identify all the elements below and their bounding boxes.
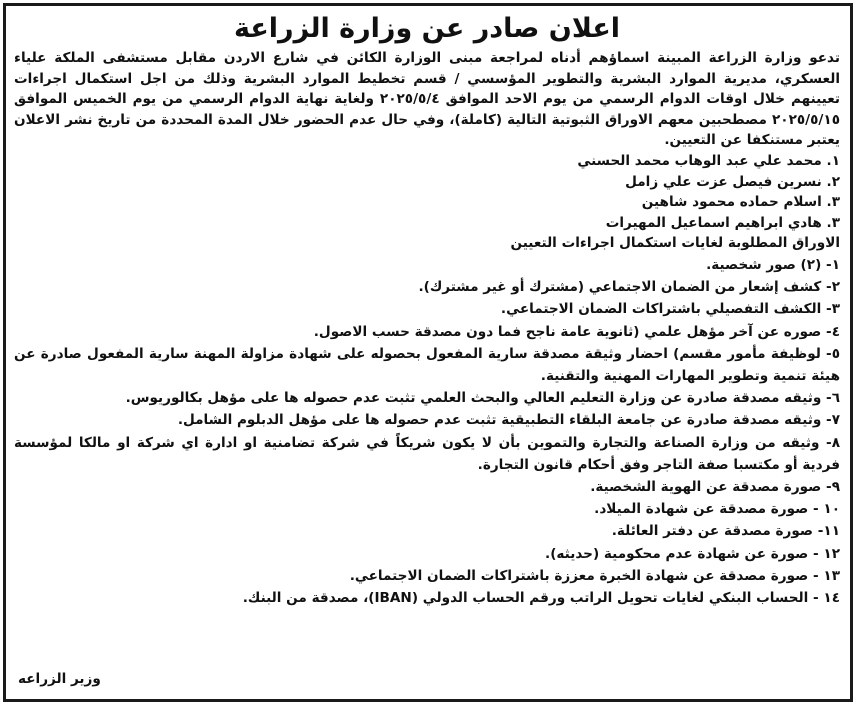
document-item: ٣- الكشف التفصيلي باشتراكات الضمان الاجتماعي. — [500, 301, 840, 318]
candidate-item: ٣. اسلام حماده محمود شاهين — [641, 194, 840, 211]
document-item: ١٠ - صورة مصدقة عن شهادة الميلاد. — [594, 501, 840, 518]
candidate-item: ٣. هادي ابراهيم اسماعيل المهيرات — [605, 214, 840, 231]
signature: وزير الزراعه — [18, 671, 101, 687]
document-item: ١- (٢) صور شخصية. — [706, 256, 840, 273]
announcement-title: اعلان صادر عن وزارة الزراعة — [233, 13, 621, 44]
document-item: ١١- صورة مصدقة عن دفتر العائلة. — [611, 523, 840, 540]
document-item: ٥- لوظيفة مأمور مقسم) احضار وثيقة مصدقة سارية المفعول بحصوله على شهادة مزاولة المهنة سارية المفعول صادرة عن هيئة تنمية وتطوير المهارات المهنية والتقنية. — [14, 345, 840, 384]
document-item: ٢- كشف إشعار من الضمان الاجتماعي (مشترك أو غير مشترك). — [418, 279, 840, 296]
candidate-item: ٢. نسرين فيصل عزت علي زامل — [625, 173, 840, 190]
announcement-body — [14, 10, 840, 695]
document-item: ١٣ - صورة مصدقة عن شهادة الخبرة معززة باشتراكات الضمان الاجتماعي. — [349, 567, 840, 584]
announcement-frame — [3, 3, 853, 702]
document-item: ١٤ - الحساب البنكي لغايات تحويل الراتب ورقم الحساب الدولي (IBAN)، مصدقة من البنك. — [242, 589, 840, 606]
documents-list — [14, 254, 840, 609]
document-item: ٧- وثيقه مصدقة صادرة عن جامعة البلقاء التطبيقية تثبت عدم حصوله ها على مؤهل الدبلوم الشامل. — [177, 412, 840, 429]
document-item: ٩- صورة مصدقة عن الهوية الشخصية. — [590, 478, 840, 495]
announcement-intro: تدعو وزارة الزراعة المبينة اسماؤهم أدناه لمراجعة مبنى الوزارة الكائن في شارع الاردن مقابل مستشفى الملكة علياء العسكري، مديرية الموارد البشرية والتطوير المؤسسي / قسم تخطيط الموارد البشرية وذلك من اجل استكمال اجراءات تعيينهم خلال اوقات الدوام الرسمي من يوم الاحد الموافق ٢٠٢٥/٥/٤ ولغاية نهاية الدوام الرسمي من يوم الخميس الموافق ٢٠٢٥/٥/١٥ مصطحبين معهم الاوراق الثبوتية التالية (كاملة)، وفي حال عدم الحضور خلال المدة المحددة من تاريخ نشر الاعلان يعتبر مستنكفا عن التعيين. — [14, 50, 841, 149]
candidates-list — [14, 151, 840, 233]
document-item: ٦- وثيقه مصدقة صادرة عن وزارة التعليم العالي والبحث العلمي تثبت عدم حصوله ها على مؤهل بكالوريوس. — [125, 390, 840, 407]
document-item: ١٢ - صورة عن شهادة عدم محكومية (حديثه). — [545, 545, 840, 562]
document-item: ٨- وثيقه من وزارة الصناعة والتجارة والتموين بأن لا يكون شريكاً في شركة تضامنية او ادارة اي شركة او مالكا لمؤسسة فردية أو مكتسبا صفة التاجر وفق أحكام قانون التجارة. — [14, 434, 840, 473]
documents-heading: الاوراق المطلوبة لغايات استكمال اجراءات التعيين — [510, 235, 840, 252]
candidate-item: ١. محمد علي عبد الوهاب محمد الحسني — [577, 152, 840, 169]
document-item: ٤- صوره عن آخر مؤهل علمي (ثانوية عامة ناجح فما دون مصدقة حسب الاصول. — [313, 323, 840, 340]
